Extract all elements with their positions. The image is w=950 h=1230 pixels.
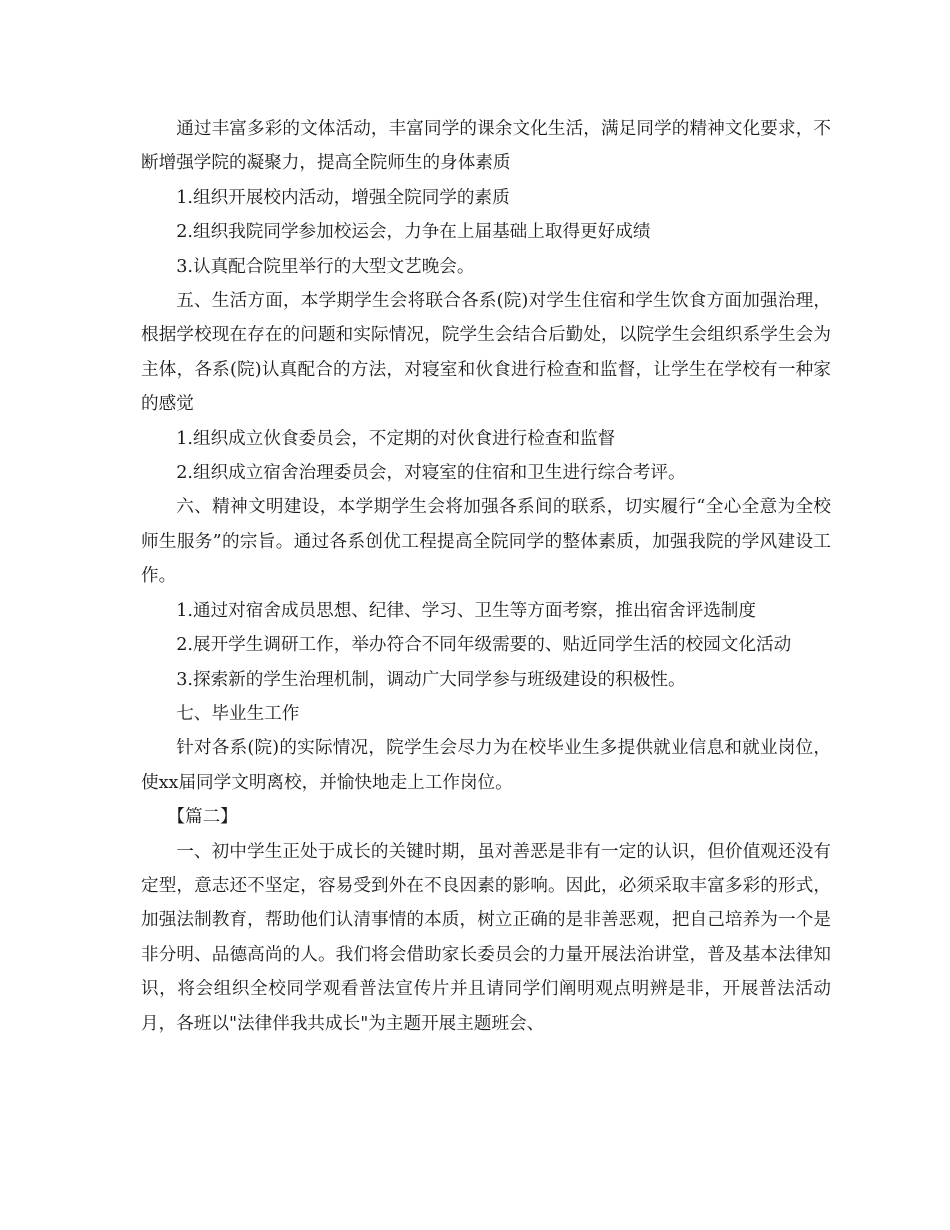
list-item: 1.通过对宿舍成员思想、纪律、学习、卫生等方面考察，推出宿舍评选制度 [176, 600, 756, 621]
list-item: 3.探索新的学生治理机制，调动广大同学参与班级建设的积极性。 [176, 669, 686, 690]
section-graduates-body: 针对各系(院)的实际情况，院学生会尽力为在校毕业生多提供就业信息和就业岗位，使xx届同学文明离校，并愉快地走上工作岗位。 [141, 738, 831, 793]
list-item: 2.展开学生调研工作，举办符合不同年级需要的、贴近同学生活的校园文化活动 [176, 635, 792, 656]
list-item: 2.组织我院同学参加校运会，力争在上届基础上取得更好成绩 [176, 222, 651, 243]
part-heading: 【篇二】 [167, 807, 238, 828]
list-item: 2.组织成立宿舍治理委员会，对寝室的住宿和卫生进行综合考评。 [176, 463, 686, 484]
paragraph-intro: 通过丰富多彩的文体活动，丰富同学的课余文化生活，满足同学的精神文化要求，不断增强学院的凝聚力，提高全院师生的身体素质 [141, 119, 831, 174]
document-body [141, 112, 831, 1041]
section-graduates-heading: 七、毕业生工作 [176, 703, 300, 724]
section-life: 五、生活方面，本学期学生会将联合各系(院)对学生住宿和学生饮食方面加强治理，根据学校现在存在的问题和实际情况，院学生会结合后勤处，以院学生会组织系学生会为主体，各系(院)认真配合的方法，对寝室和伙食进行检查和监督，让学生在学校有一种家的感觉 [141, 291, 831, 415]
section-spiritual: 六、精神文明建设，本学期学生会将加强各系间的联系，切实履行“全心全意为全校师生服务”的宗旨。通过各系创优工程提高全院同学的整体素质，加强我院的学风建设工作。 [141, 497, 831, 587]
list-item: 1.组织成立伙食委员会，不定期的对伙食进行检查和监督 [176, 428, 616, 449]
paragraph-legal-education: 一、初中学生正处于成长的关键时期，虽对善恶是非有一定的认识，但价值观还没有定型，意志还不坚定，容易受到外在不良因素的影响。因此，必须采取丰富多彩的形式，加强法制教育，帮助他们认清事情的本质，树立正确的是非善恶观，把自己培养为一个是非分明、品德高尚的人。我们将会借助家长委员会的力量开展法治讲堂，普及基本法律知识，将会组织全校同学观看普法宣传片并且请同学们阐明观点明辨是非，开展普法活动月，各班以"法律伴我共成长"为主题开展主题班会、 [141, 841, 831, 1034]
list-item: 3.认真配合院里举行的大型文艺晚会。 [176, 256, 475, 277]
list-item: 1.组织开展校内活动，增强全院同学的素质 [176, 187, 510, 208]
